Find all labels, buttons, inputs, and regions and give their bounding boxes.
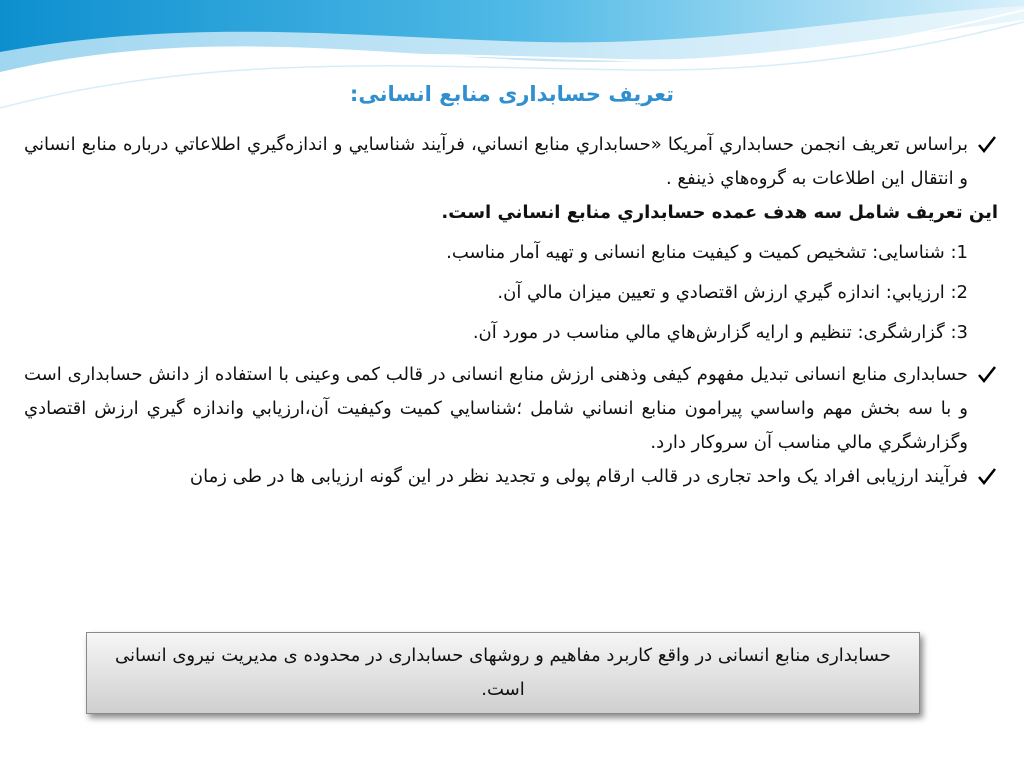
objective-item-1: 1: شناسایی: تشخیص کمیت و کیفیت منابع انسانی و تهیه آمار مناسب.	[446, 242, 968, 263]
checkmark-icon	[976, 460, 998, 494]
slide-content	[24, 128, 998, 494]
conversion-text: حسابداری منابع انسانی تبدیل مفهوم کیفی وذهنی ارزش منابع انسانی در قالب کمی وعینی با استفاده از دانش حسابداری است و با سه بخش مهم واساسي پيرامون منابع انساني شامل ؛شناسايي كميت وكيفيت آن،ارزيابي واندازه گيري ارزش اقتصادي وگزارشگري مالي مناسب آن سروكار دارد.	[24, 364, 968, 453]
definition-text: براساس تعريف انجمن حسابداري آمريكا «حسابداري منابع انساني، فرآيند شناسايي و اندازه‌گيري اطلاعاتي درباره منابع انساني و انتقال اين اطلاعات به گروه‌هاي ذينفع .	[24, 134, 968, 189]
bullet-conversion	[24, 358, 998, 460]
objective-item-3: 3: گزارشگری: تنظيم و ارايه گزارش‌هاي مالي مناسب در مورد آن.	[472, 322, 968, 343]
callout-box: حسابداری منابع انسانی در واقع کاربرد مفاهیم و روشهای حسابداری در محدوده ی مدیریت نیروی انسانی است.	[86, 632, 920, 714]
slide-title: تعریف حسابداری منابع انسانی:	[349, 82, 675, 106]
evaluation-text: فرآیند ارزیابی افراد یک واحد تجاری در قالب ارقام پولی و تجدید نظر در این گونه ارزیابی ها در طی زمان	[189, 466, 968, 487]
checkmark-icon	[976, 358, 998, 392]
bullet-definition	[24, 128, 998, 196]
bullet-evaluation	[24, 460, 998, 494]
checkmark-icon	[976, 128, 998, 162]
objective-item-2: 2: ارزيابي: اندازه گيري ارزش اقتصادي و تعيين ميزان مالي آن.	[497, 282, 968, 303]
objectives-heading: اين تعريف شامل سه هدف عمده حسابداري منابع انساني است.	[441, 202, 998, 223]
